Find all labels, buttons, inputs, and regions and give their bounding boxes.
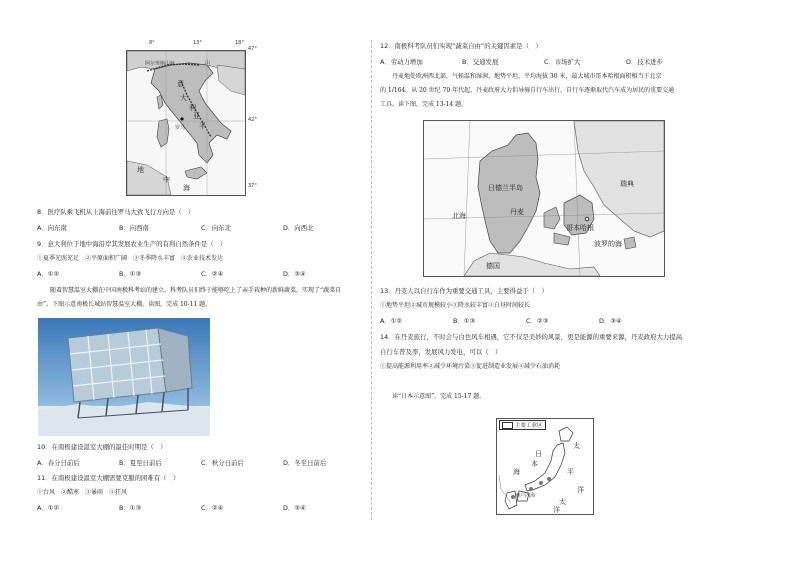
- q8-option-a[interactable]: A．向东南: [37, 224, 67, 232]
- q13-option-a[interactable]: A．①②: [380, 317, 403, 325]
- rome-label: 罗马: [175, 125, 186, 131]
- q13-stem: 13．丹麦人以自行车作为重要交通工具，主要得益于（ ）: [380, 287, 548, 295]
- q10-option-d[interactable]: D．冬至日前后: [283, 459, 327, 467]
- north-sea-label: 北海: [452, 212, 466, 220]
- sea-of-japan-label-2: 本: [531, 460, 538, 468]
- baltic-sea-label: 波罗的海: [594, 240, 622, 248]
- apennine-label-2: 平: [199, 122, 206, 130]
- q10-option-a[interactable]: A．春分日前后: [37, 459, 80, 467]
- pacific-label-1: 太: [573, 442, 580, 450]
- greenhouse-photo-graphic: [38, 318, 210, 436]
- denmark-passage-line3: 工具。读下图，完成 13-14 题。: [380, 101, 468, 108]
- q12-stem: 12．南极科考队员们实现“蔬菜自由”的关键因素是（ ）: [380, 42, 542, 50]
- denmark-country-label: 丹麦: [510, 208, 524, 216]
- pacific-label-2: 平: [567, 468, 574, 476]
- pacific-label-4: 太: [559, 498, 566, 506]
- sea-of-japan-label-1: 日: [535, 450, 542, 458]
- sweden-label: 瑞典: [620, 180, 634, 188]
- legend-label: 主要工业区: [515, 423, 543, 429]
- jutland-label: 日德兰半岛: [488, 184, 523, 192]
- q8-option-d[interactable]: D．向西北: [283, 224, 314, 232]
- med-sea-label-2: 中: [163, 176, 170, 184]
- column-divider: [371, 40, 372, 520]
- italy-label-2: 大: [180, 94, 187, 102]
- q10-option-b[interactable]: B．夏至日前后: [119, 459, 162, 467]
- q13-option-c[interactable]: C．②③: [526, 317, 549, 325]
- italy-label-1: 意: [177, 80, 184, 88]
- japan-map: [496, 418, 594, 515]
- q9-option-b[interactable]: B．①③: [119, 270, 142, 278]
- greenhouse-passage-line1: 随着智慧温室大棚在中国南极科考站的建立，科考队员们终于能够吃上了亲手栽种的新鲜蔬菜，实现了“蔬菜自: [50, 287, 342, 294]
- japan-legend: [499, 420, 546, 430]
- q10-options: [37, 459, 365, 467]
- apennine-label-1: 亚: [193, 112, 200, 120]
- q13-option-d[interactable]: D．③④: [599, 317, 622, 325]
- q13-option-b[interactable]: B．①③: [453, 317, 476, 325]
- med-sea-label-1: 地: [137, 166, 144, 174]
- lon-label-8: 8°: [149, 40, 155, 46]
- copenhagen-label: 哥本哈根: [566, 224, 594, 232]
- q11-option-b[interactable]: B．①③: [119, 504, 142, 512]
- q9-option-a[interactable]: A．①②: [37, 270, 60, 278]
- japan-passage: 读“日本示意图”，完成 15-17 题。: [392, 393, 486, 400]
- q9-stem: 9．意大利位于地中海沿岸其发展农业生产的有利自然条件是（ ）: [37, 240, 227, 248]
- q9-items: ①夏季光照充足 ②平原面积广阔 ③冬季降水丰富 ④农业技术发达: [37, 255, 224, 262]
- q12-option-b[interactable]: B．交通发展: [462, 58, 499, 66]
- q12-option-c[interactable]: C．市场扩大: [544, 58, 581, 66]
- q13-items: ①地势平坦②城市规模较小③降水较丰富④白昼时间较长: [380, 302, 531, 309]
- italy-map-lon-labels: [145, 40, 265, 50]
- alps-label: 阿尔卑斯山脉: [145, 61, 176, 67]
- italy-map: [126, 50, 246, 196]
- alps-label-short: 山: [205, 60, 211, 66]
- q14-items: ①提高能源利用率②减少环境污染③促进制造业发展④减少石油消耗: [380, 363, 561, 370]
- seto-inland-sea-label: 濑户内海: [515, 493, 536, 499]
- greenhouse-photo: [38, 318, 210, 436]
- q8-stem: 8．医疗队乘飞机从上海前往罗马大致飞行方向是（ ）: [37, 208, 195, 216]
- q10-stem: 10．在南极建设温室大棚的最佳时期是（ ）: [37, 443, 167, 451]
- lon-label-13: 13°: [193, 40, 202, 46]
- legend-swatch: [502, 422, 513, 429]
- q12-options: [380, 58, 708, 66]
- lat-label-42: 42°: [248, 117, 257, 123]
- q8-option-c[interactable]: C．向东北: [201, 224, 232, 232]
- denmark-passage-line2: 的 1/164。从 20 世纪 70 年代起，丹麦政府大力倡导骑自行车出行，自行车逐渐取代汽车成为居民的重要交通: [380, 87, 675, 94]
- q9-options: [37, 270, 365, 278]
- italy-map-graphic: [127, 51, 245, 195]
- japan-map-graphic: [497, 419, 593, 514]
- q11-option-d[interactable]: D．③④: [283, 504, 306, 512]
- germany-label: 德国: [486, 262, 500, 270]
- greenhouse-passage-line2: 由”。下图示意南极长城站智慧温室大棚。读图，完成 10-11 题。: [37, 301, 212, 308]
- lat-label-47: 47°: [248, 46, 257, 52]
- q13-options: [380, 317, 672, 325]
- denmark-passage-line1: 丹麦地处欧洲西北部，气候温和湿润，地势平坦，平均海拔 30 米，最大城市哥本哈根面积相当于北京: [392, 73, 662, 80]
- denmark-map: [423, 120, 665, 277]
- q8-option-b[interactable]: B．向西南: [119, 224, 149, 232]
- q9-option-c[interactable]: C．②④: [201, 270, 224, 278]
- q14-line2: 自行车普及率，发展风力发电，可以（ ）: [380, 348, 502, 356]
- q12-option-a[interactable]: A．劳动力增加: [380, 58, 423, 66]
- q11-option-a[interactable]: A．①②: [37, 504, 60, 512]
- lat-label-37: 37°: [248, 183, 257, 189]
- q11-stem: 11．在南极建设温室大棚需要克服的困难有（ ）: [37, 474, 180, 482]
- pacific-label-5: 洋: [553, 506, 560, 514]
- q11-items: ①台风 ②酷寒 ③暴雨 ④狂风: [37, 489, 128, 496]
- denmark-map-graphic: [424, 121, 664, 276]
- lon-label-18: 18°: [235, 40, 244, 46]
- q14-line1: 14．在丹麦旅行，不时会与白色风车相遇，它不仅是美妙的风景，更是能源的重要来源，丹麦政府大力提高: [380, 333, 683, 341]
- q11-option-c[interactable]: C．②④: [201, 504, 224, 512]
- q8-options: [37, 224, 365, 232]
- q9-option-d[interactable]: D．③④: [283, 270, 306, 278]
- pacific-label-3: 洋: [577, 486, 584, 494]
- italy-label-3: 利: [189, 104, 196, 112]
- q11-options: [37, 504, 365, 512]
- med-sea-label-3: 海: [183, 184, 190, 192]
- q10-option-c[interactable]: C．秋分日前后: [201, 459, 244, 467]
- sea-of-japan-label-3: 海: [513, 468, 520, 476]
- q12-option-d[interactable]: D．技术进步: [626, 58, 663, 66]
